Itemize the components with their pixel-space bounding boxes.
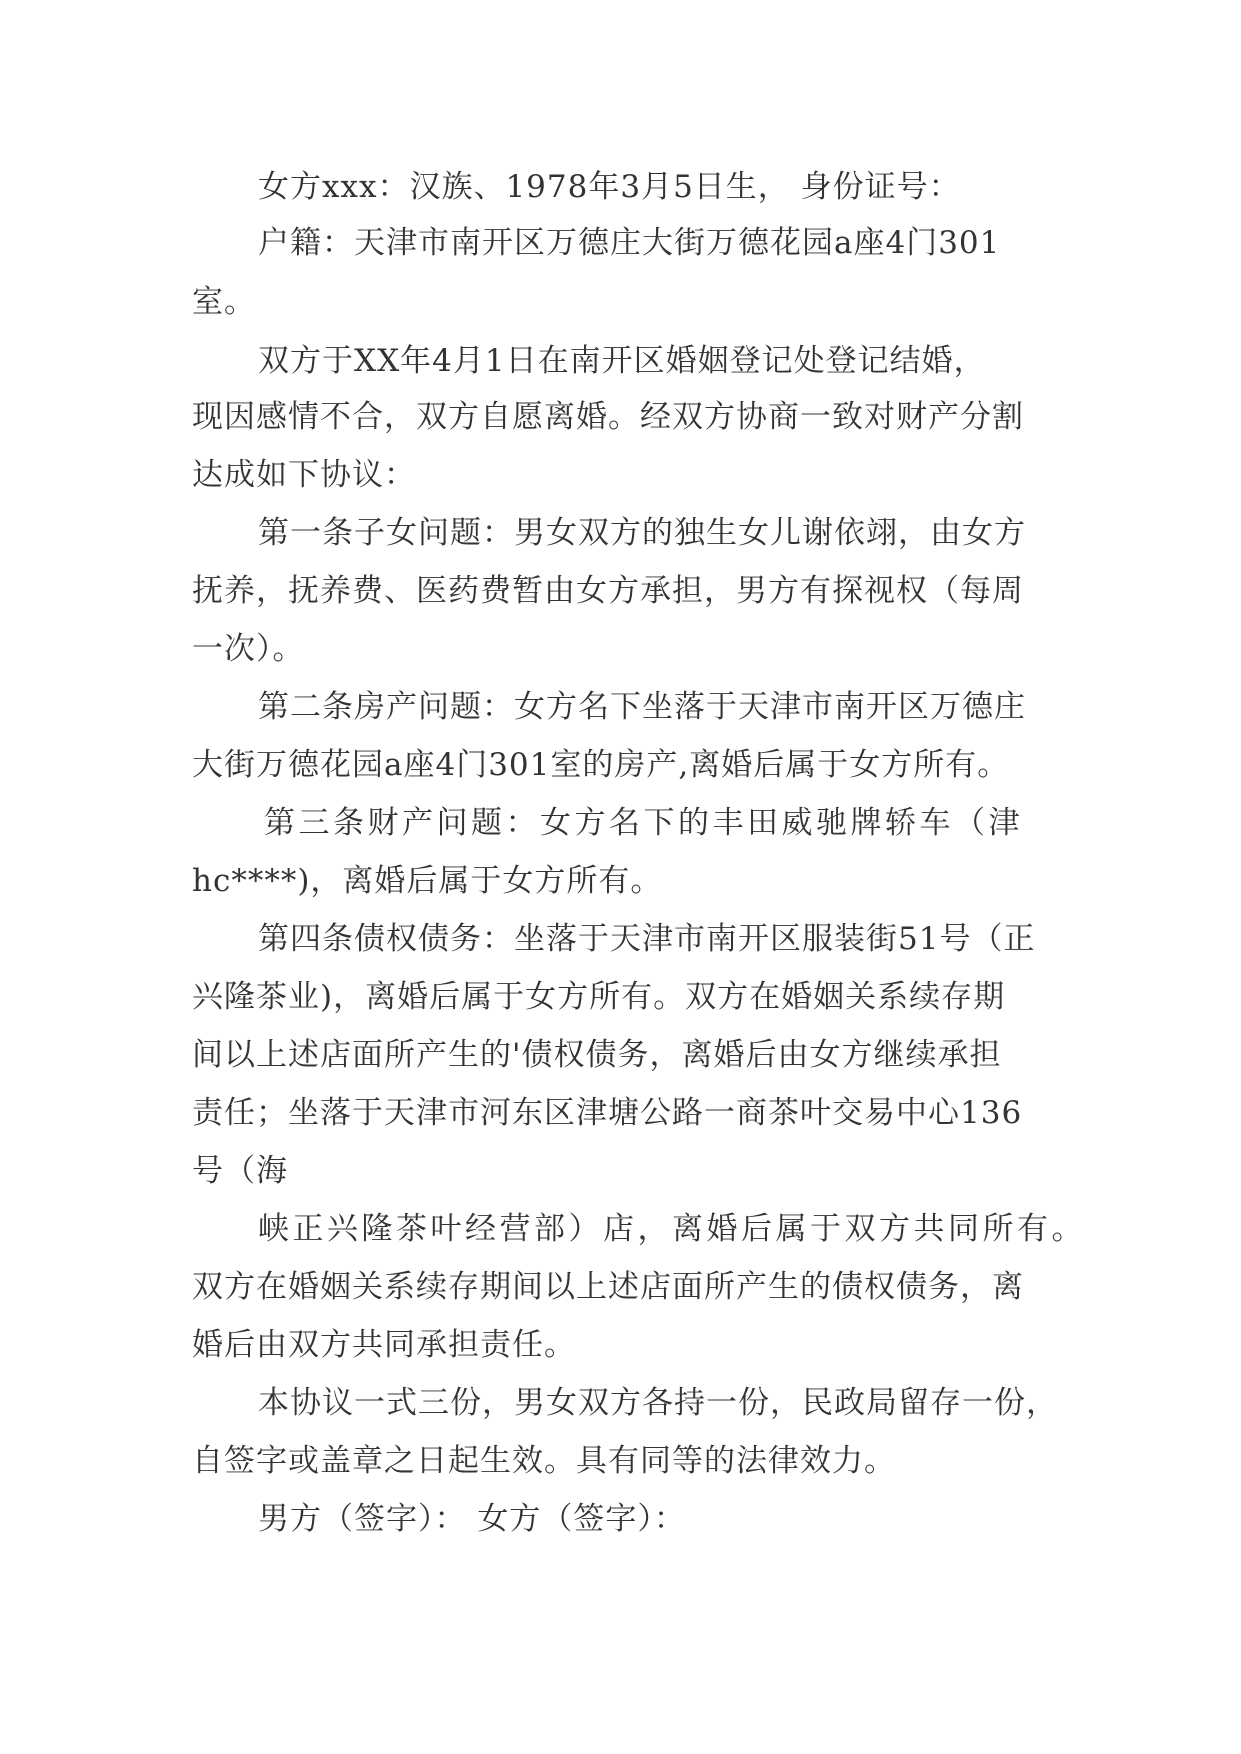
text-line-2: 户籍：天津市南开区万德庄大街万德花园a座4门301 bbox=[258, 225, 1001, 261]
text-line-9: 一次）。 bbox=[192, 631, 305, 667]
text-line-1: 女方xxx：汉族、1978年3月5日生， 身份证号： bbox=[258, 169, 961, 205]
text-line-20: 双方在婚姻关系续存期间以上述店面所产生的债权债务，离 bbox=[192, 1269, 1024, 1305]
text-line-7: 第一条子女问题：男女双方的独生女儿谢依翊，由女方 bbox=[258, 515, 1026, 551]
text-line-13: hc****)，离婚后属于女方所有。 bbox=[192, 863, 663, 899]
text-line-15: 兴隆茶业)，离婚后属于女方所有。双方在婚姻关系续存期 bbox=[192, 979, 1006, 1015]
text-line-10: 第二条房产问题：女方名下坐落于天津市南开区万德庄 bbox=[258, 689, 1026, 725]
text-line-23: 自签字或盖章之日起生效。具有同等的法律效力。 bbox=[192, 1443, 896, 1479]
text-line-14: 第四条债权债务：坐落于天津市南开区服装街51号（正 bbox=[258, 921, 1036, 957]
text-line-21: 婚后由双方共同承担责任。 bbox=[192, 1327, 576, 1363]
text-line-16: 间以上述店面所产生的'债权债务，离婚后由女方继续承担 bbox=[192, 1037, 1002, 1073]
text-line-4: 双方于XX年4月1日在南开区婚姻登记处登记结婚， bbox=[258, 343, 986, 379]
text-line-12: 第三条财产问题：女方名下的丰田威驰牌轿车（津 bbox=[264, 805, 1023, 841]
text-line-19: 峡正兴隆茶叶经营部）店，离婚后属于双方共同所有。 bbox=[258, 1211, 1086, 1247]
text-line-11: 大街万德花园a座4门301室的房产,离婚后属于女方所有。 bbox=[192, 747, 1010, 783]
text-line-3: 室。 bbox=[192, 284, 256, 320]
text-line-6: 达成如下协议： bbox=[192, 457, 416, 493]
text-line-5: 现因感情不合，双方自愿离婚。经双方协商一致对财产分割 bbox=[192, 399, 1024, 435]
text-line-17: 责任；坐落于天津市河东区津塘公路一商茶叶交易中心136 bbox=[192, 1095, 1023, 1131]
text-line-22: 本协议一式三份，男女双方各持一份，民政局留存一份， bbox=[258, 1385, 1058, 1421]
signature-line: 男方（签字）： 女方（签字）： bbox=[258, 1501, 686, 1537]
text-line-8: 抚养，抚养费、医药费暂由女方承担，男方有探视权（每周 bbox=[192, 573, 1024, 609]
text-line-18: 号（海 bbox=[192, 1153, 288, 1189]
